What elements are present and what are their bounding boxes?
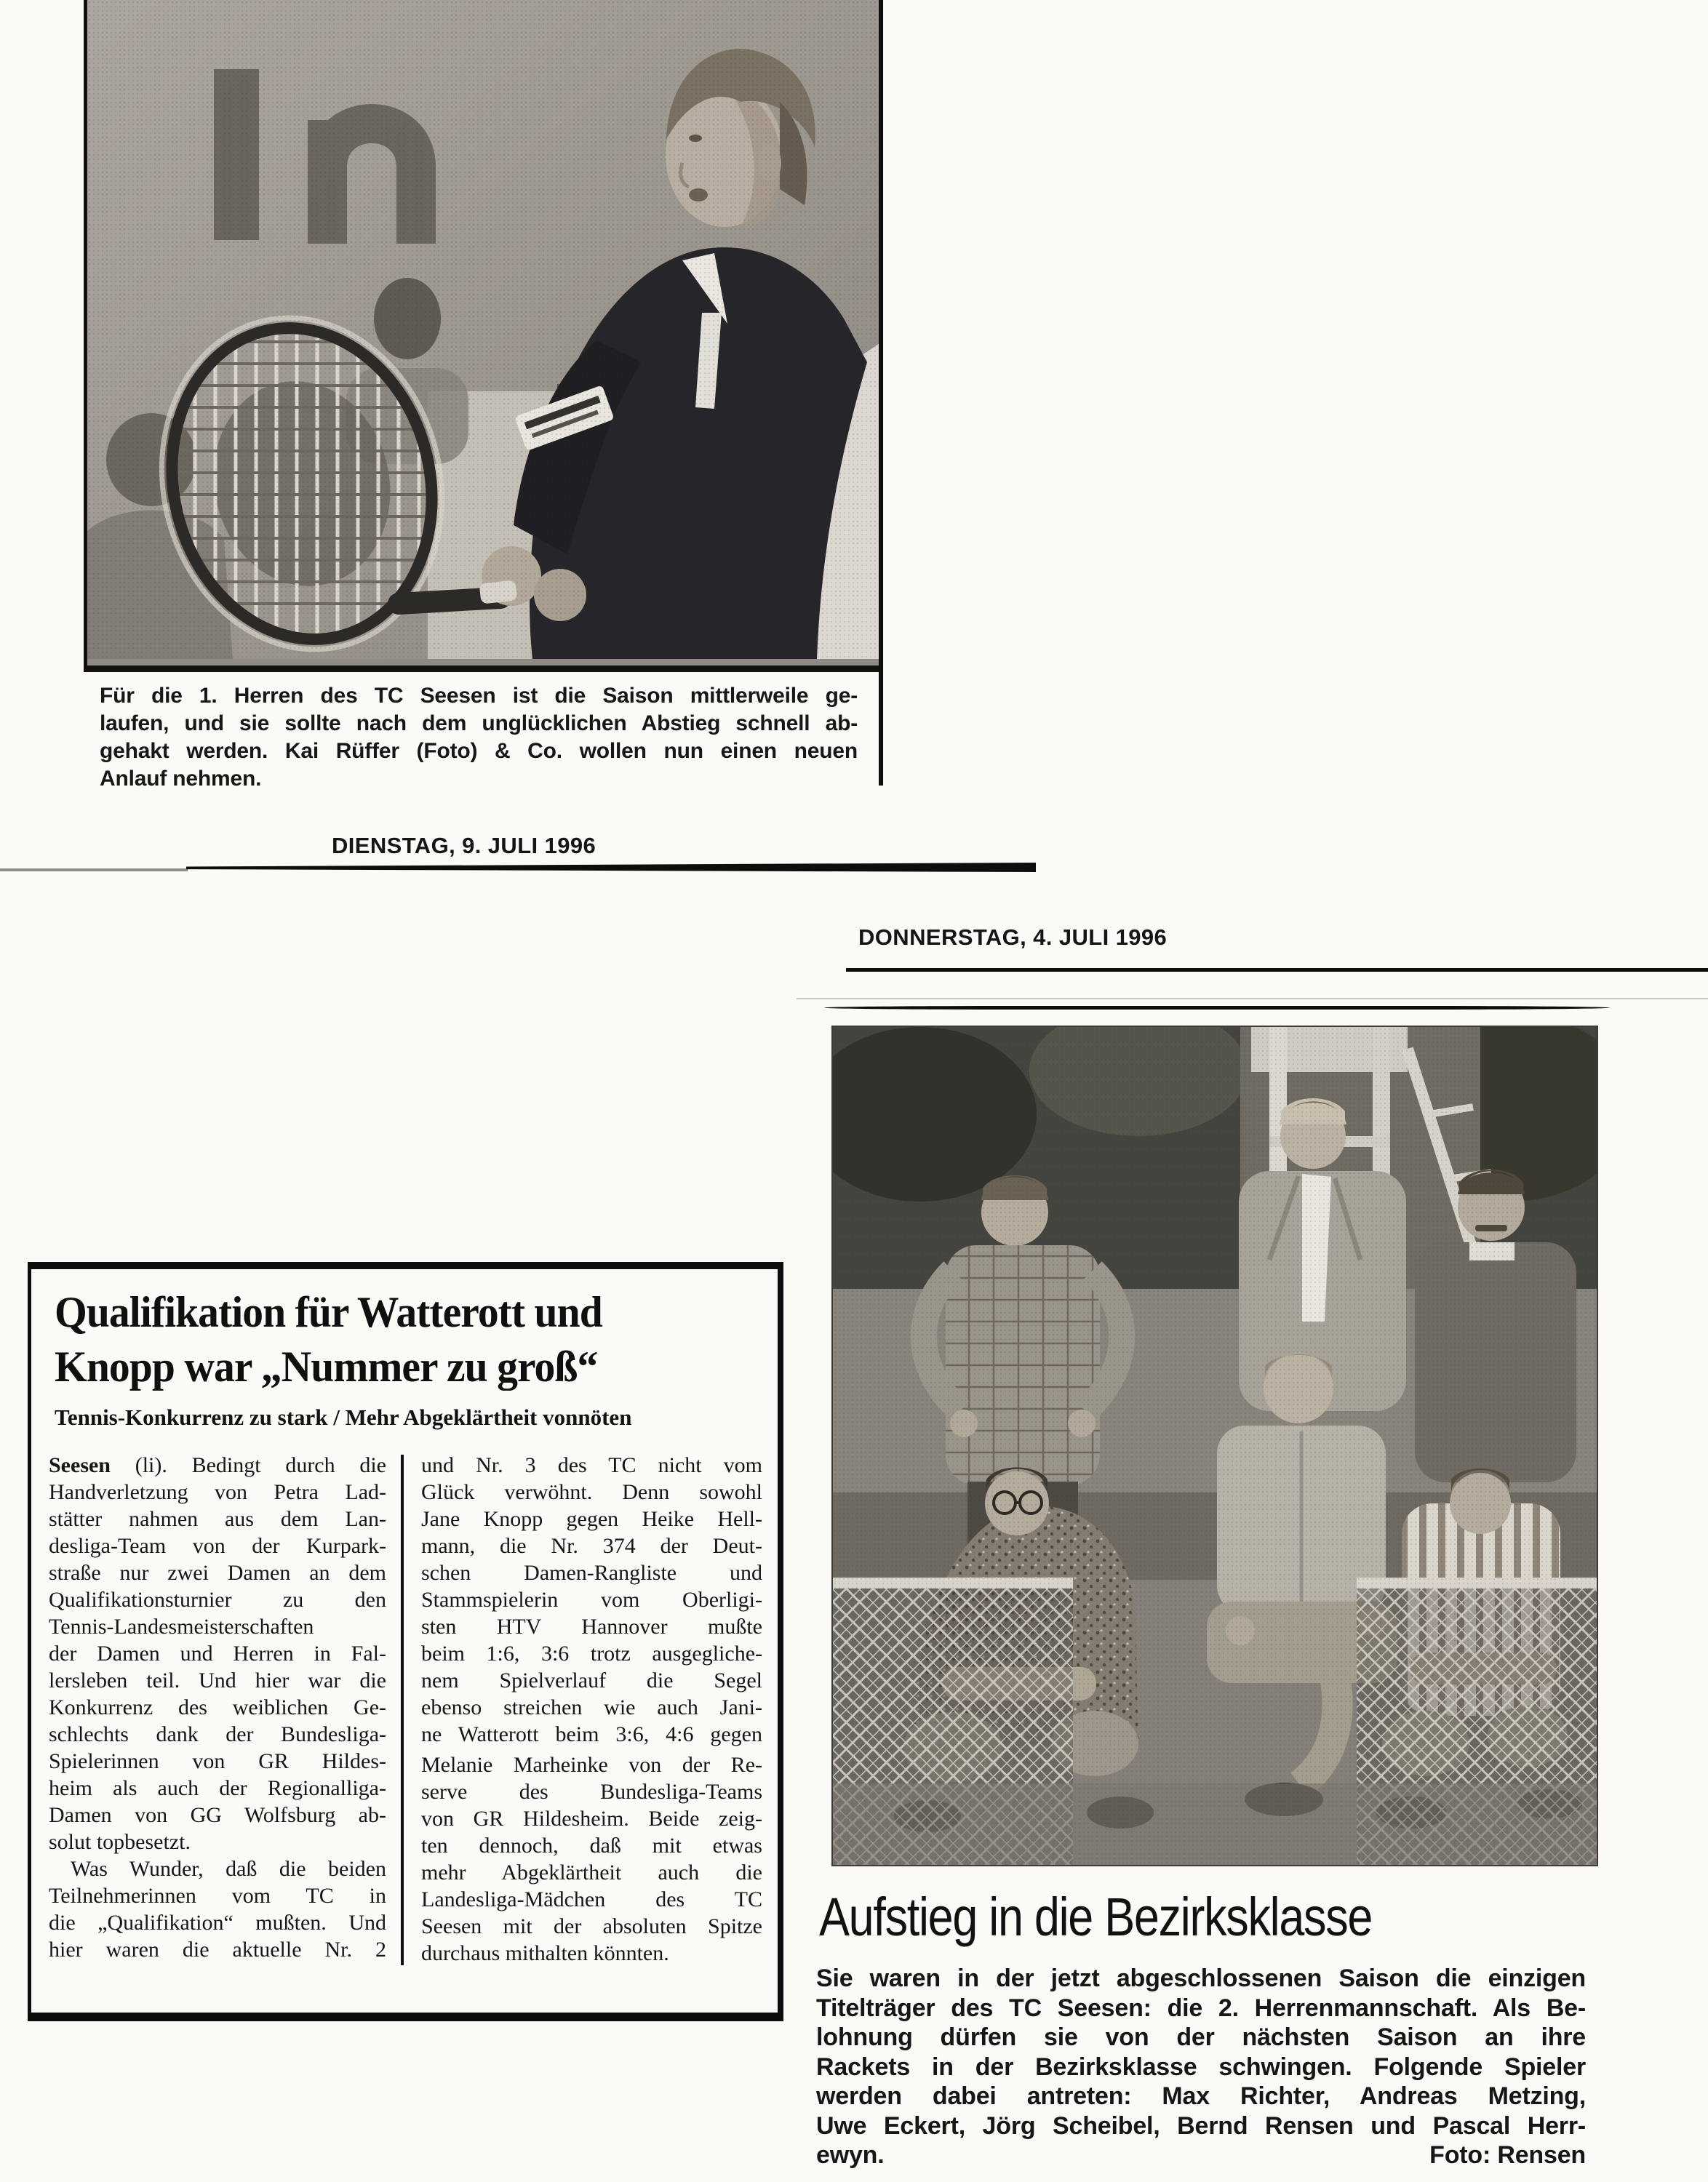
text-line: Für die 1. Herren des TC Seesen ist die Saison mittlerweile ge- [100, 684, 858, 708]
aufstieg-body [816, 1964, 1586, 2170]
text-line-left: ewyn. [816, 2141, 885, 2169]
text-line: beim 1:6, 3:6 trotz ausgegliche- [421, 1642, 762, 1666]
text-line: straße nur zwei Damen an dem [49, 1561, 386, 1585]
tennis-player-photo-art [87, 0, 879, 659]
text-line: durchaus mithalten könnten. [421, 1941, 669, 1965]
article-box [28, 1262, 783, 2021]
text-line: schen Damen-Rangliste und [421, 1561, 762, 1585]
text-line: ebenso streichen wie auch Jani- [421, 1695, 762, 1719]
text-line: Damen von GG Wolfsburg ab- [49, 1803, 386, 1827]
photo-credit: Foto: Rensen [1429, 2141, 1586, 2169]
column-divider [401, 1455, 404, 1965]
text-line: desliga-Team von der Kurpark- [49, 1534, 386, 1558]
dateline-rule-faint [0, 868, 188, 871]
text-line: hier waren die aktuelle Nr. 2 [49, 1938, 386, 1962]
text-line: Tennis-Landesmeisterschaften [49, 1615, 314, 1639]
text-line: werden dabei antreten: Max Richter, Andreas Metzing, [816, 2082, 1586, 2110]
text-line: mann, die Nr. 374 der Deut- [421, 1534, 762, 1558]
text-line [816, 2141, 1586, 2170]
text-line: Teilnehmerinnen vom TC in [49, 1884, 386, 1908]
dateline-donnerstag: DONNERSTAG, 4. JULI 1996 [858, 924, 1168, 950]
text-line: Spielerinnen von GR Hildes- [49, 1749, 386, 1773]
top-rule [846, 968, 1708, 972]
text-line: Rackets in der Bezirksklasse schwingen. Folgende Spieler [816, 2053, 1586, 2081]
text-line: Jane Knopp gegen Heike Hell- [421, 1507, 762, 1531]
text-line: Seesen mit der absoluten Spitze [421, 1914, 762, 1938]
clipping-edge-line [879, 0, 883, 786]
text-line: Handverletzung von Petra Lad- [49, 1480, 386, 1504]
text-line: lohnung dürfen sie von der nächsten Saison an ihre [816, 2023, 1586, 2051]
text-line: Uwe Eckert, Jörg Scheibel, Bernd Rensen und Pascal Herr- [816, 2111, 1586, 2140]
team-photo-art [833, 1027, 1597, 1865]
text-line: Melanie Marheinke von der Re- [421, 1753, 762, 1777]
text-line: mehr Abgeklärtheit auch die [421, 1861, 762, 1885]
text-line: solut topbesetzt. [49, 1830, 191, 1854]
text-line: Anlauf nehmen. [100, 767, 262, 791]
text-line: und Nr. 3 des TC nicht vom [421, 1453, 762, 1477]
dateline-rule [186, 863, 1036, 872]
photo-caption [100, 682, 858, 793]
dateline-dienstag: DIENSTAG, 9. JULI 1996 [332, 833, 596, 858]
scan-seam-line [797, 998, 1708, 999]
article-column-2 [421, 1452, 762, 1967]
text-line: von GR Hildesheim. Beide zeig- [421, 1807, 762, 1831]
text-line: gehakt werden. Kai Rüffer (Foto) & Co. wollen nun einen neuen [100, 739, 858, 763]
text-line: Landesliga-Mädchen des TC [421, 1887, 762, 1911]
text-line: heim als auch der Regionalliga- [49, 1776, 386, 1800]
text-line: Titelträger des TC Seesen: die 2. Herrenmannschaft. Als Be- [816, 1994, 1586, 2022]
article-headline-line2: Knopp war „Nummer zu groß“ [55, 1343, 598, 1391]
aufstieg-headline: Aufstieg in die Bezirksklasse [819, 1887, 1373, 1947]
clipping2-rule [824, 1006, 1610, 1010]
text-line: ne Watterott beim 3:6, 4:6 gegen [421, 1722, 762, 1746]
text-line: der Damen und Herren in Fal- [49, 1642, 386, 1666]
text-line: Glück verwöhnt. Denn sowohl [421, 1480, 762, 1504]
article-subhead: Tennis-Konkurrenz zu stark / Mehr Abgeklärtheit vonnöten [55, 1404, 632, 1430]
text-line: stätter nahmen aus dem Lan- [49, 1507, 386, 1531]
text-line: Stammspielerin vom Oberligi- [421, 1588, 762, 1612]
article-column-1 [49, 1452, 386, 1963]
text-line: Konkurrenz des weiblichen Ge- [49, 1695, 386, 1719]
text-line: lersleben teil. Und hier war die [49, 1669, 386, 1693]
text-line: die „Qualifikation“ mußten. Und [49, 1911, 386, 1935]
text-line: ten dennoch, daß mit etwas [421, 1834, 762, 1858]
text-line: Sie waren in der jetzt abgeschlossenen Saison die einzigen [816, 1965, 1586, 1992]
text-line: serve des Bundesliga-Teams [421, 1780, 762, 1804]
article-headline-line1: Qualifikation für Watterott und [55, 1288, 602, 1336]
tennis-player-photo [84, 0, 883, 672]
text-line: sten HTV Hannover mußte [421, 1615, 762, 1639]
text-line: schlechts dank der Bundesliga- [49, 1722, 386, 1746]
text-line: Qualifikationsturnier zu den [49, 1588, 386, 1612]
text-line: laufen, und sie sollte nach dem unglücklichen Abstieg schnell ab- [100, 711, 858, 735]
text-line: Was Wunder, daß die beiden [71, 1857, 386, 1881]
text-line: nem Spielverlauf die Segel [421, 1669, 762, 1693]
team-group-photo [833, 1027, 1597, 1865]
text-line: Seesen (li). Bedingt durch die [49, 1453, 386, 1477]
